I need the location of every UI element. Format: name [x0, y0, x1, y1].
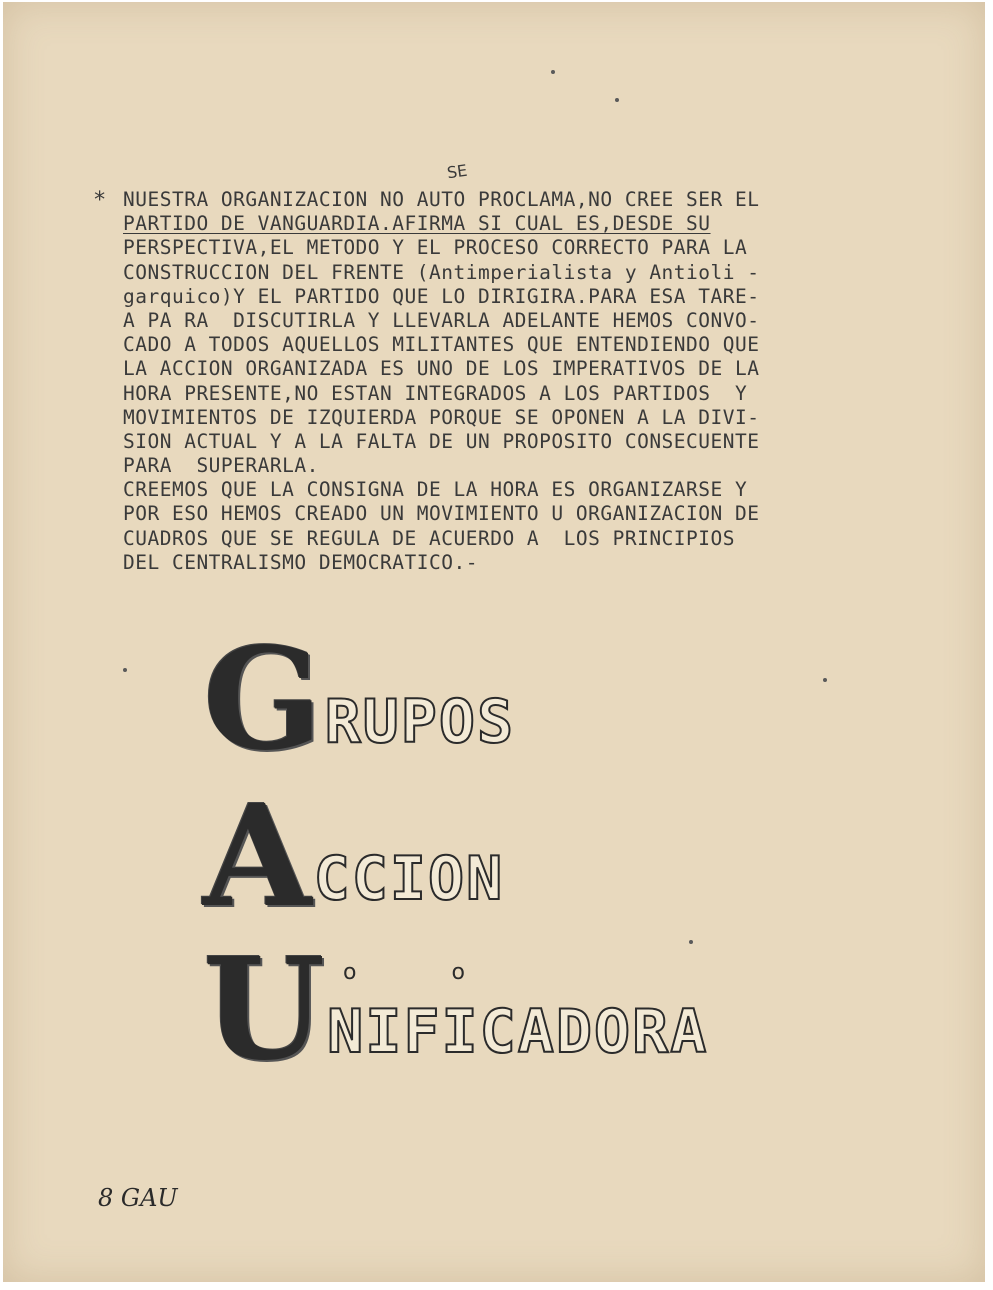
text-line: MOVIMIENTOS DE IZQUIERDA PORQUE SE OPONEN A LA DIVI- — [123, 405, 760, 429]
text-line: PARA SUPERARLA. — [123, 454, 319, 478]
title-initial-g: G — [203, 618, 319, 782]
text-line: CADO A TODOS AQUELLOS MILITANTES QUE ENTENDIENDO QUE — [123, 333, 760, 357]
title-dots: o o — [343, 960, 509, 985]
text-line: LA ACCION ORGANIZADA ES UNO DE LOS IMPERATIVOS DE LA — [123, 357, 760, 381]
paper-speck — [615, 98, 619, 102]
text-line: NUESTRA ORGANIZACION NO AUTO PROCLAMA,NO CREE SER EL — [123, 188, 760, 211]
text-line: HORA PRESENTE,NO ESTAN INTEGRADOS A LOS PARTIDOS Y — [123, 381, 748, 405]
text-line: POR ESO HEMOS CREADO UN MOVIMIENTO U ORGANIZACION DE — [123, 502, 760, 526]
text-line: A PA RA DISCUTIRLA Y LLEVARLA ADELANTE HEMOS CONVO- — [123, 308, 760, 332]
text-line: PERSPECTIVA,EL METODO Y EL PROCESO CORRECTO PARA LA — [123, 236, 748, 260]
handwritten-insertion: SE — [445, 160, 469, 183]
paper-speck — [551, 70, 555, 74]
paper-speck — [123, 668, 127, 672]
document-page — [3, 2, 985, 1282]
body-paragraph — [123, 188, 893, 575]
title-word-grupos — [203, 618, 516, 782]
text-line: CREEMOS QUE LA CONSIGNA DE LA HORA ES ORGANIZARSE Y — [123, 478, 748, 502]
text-line: PARTIDO DE VANGUARDIA.AFIRMA SI CUAL ES,DESDE SU — [123, 212, 711, 236]
title-rest-grupos: RUPOS — [324, 687, 516, 757]
text-line: SION ACTUAL Y A LA FALTA DE UN PROPOSITO CONSECUENTE — [123, 429, 760, 453]
paper-speck — [689, 940, 693, 944]
title-initial-a: A — [203, 775, 308, 939]
asterisk-mark: * — [93, 188, 107, 213]
title-initial-u: U — [203, 928, 322, 1092]
text-line: DEL CENTRALISMO DEMOCRATICO.- — [123, 550, 478, 574]
text-line: CONSTRUCCION DEL FRENTE (Antimperialista y Antioli - — [123, 260, 760, 284]
text-line: garquico)Y EL PARTIDO QUE LO DIRIGIRA.PARA ESA TARE- — [123, 284, 760, 308]
title-rest-unificadora: NIFICADORA — [327, 997, 709, 1067]
title-word-accion — [203, 775, 505, 939]
title-word-unificadora — [203, 928, 709, 1092]
paper-speck — [823, 678, 827, 682]
handwritten-note: 8 GAU — [98, 1184, 178, 1212]
text-line: CUADROS QUE SE REGULA DE ACUERDO A LOS PRINCIPIOS — [123, 526, 735, 550]
title-rest-accion: CCION — [313, 844, 505, 914]
